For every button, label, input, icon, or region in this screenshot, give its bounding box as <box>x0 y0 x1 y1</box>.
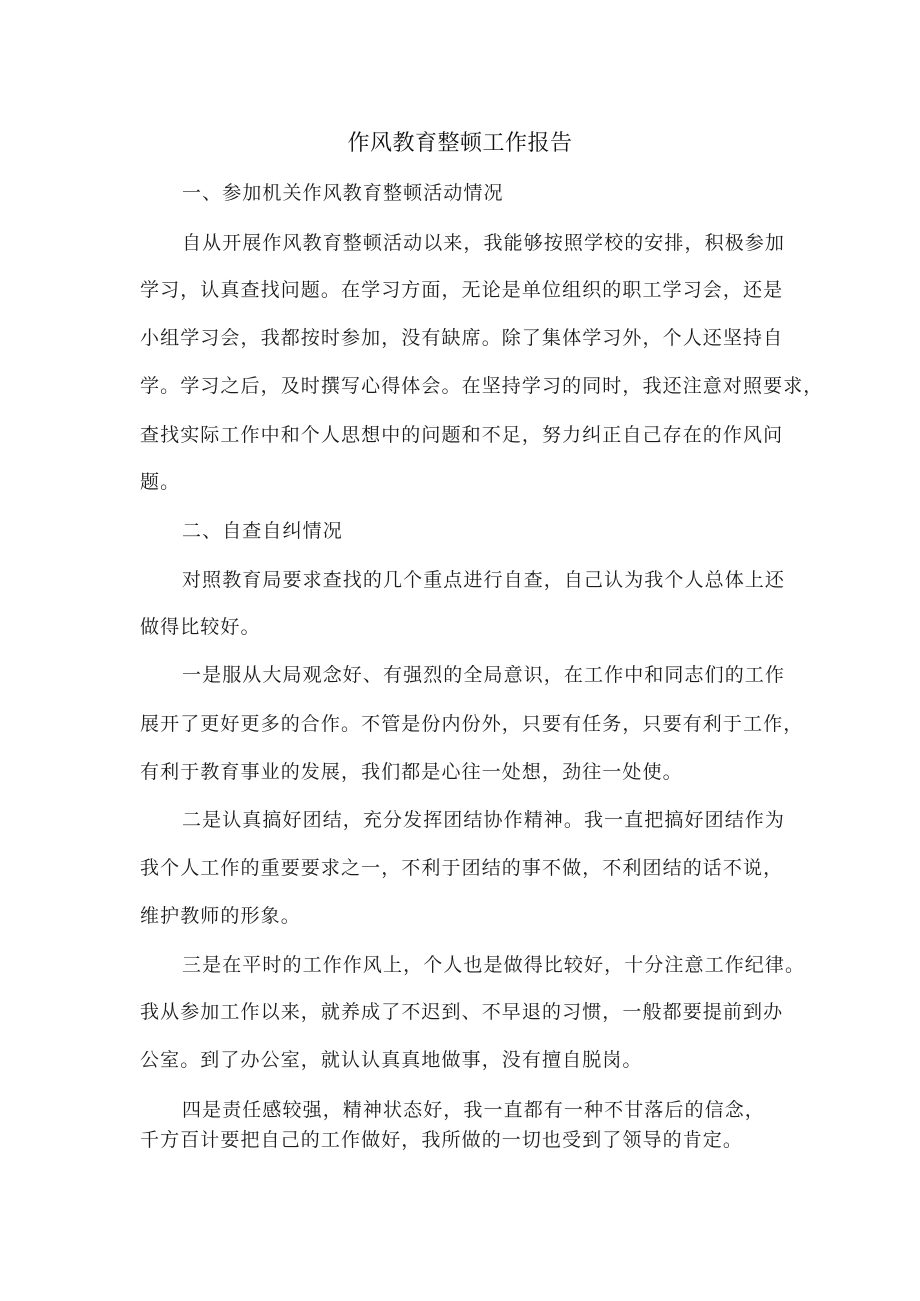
paragraph-line: 我个人工作的重要要求之一，不利于团结的事不做，不利团结的话不说， <box>140 857 784 879</box>
paragraph-line: 展开了更好更多的合作。不管是份内份外，只要有任务，只要有利于工作， <box>140 713 804 735</box>
paragraph-line: 学习，认真查找问题。在学习方面，无论是单位组织的职工学习会，还是 <box>140 279 784 301</box>
paragraph-line: 一是服从大局观念好、有强烈的全局意识，在工作中和同志们的工作 <box>182 664 786 686</box>
paragraph-line: 题。 <box>140 471 181 493</box>
section-heading-2: 二、自查自纠情况 <box>182 520 343 542</box>
paragraph-line: 学。学习之后，及时撰写心得体会。在坚持学习的同时，我还注意对照要求， <box>140 375 824 397</box>
paragraph-line: 四是责任感较强，精神状态好，我一直都有一种不甘落后的信念， <box>182 1099 765 1121</box>
paragraph-line: 对照教育局要求查找的几个重点进行自查，自己认为我个人总体上还 <box>182 569 786 591</box>
paragraph-line: 查找实际工作中和个人思想中的问题和不足，努力纠正自己存在的作风问 <box>140 424 784 446</box>
paragraph-line: 我从参加工作以来，就养成了不迟到、不早退的习惯，一般都要提前到办 <box>140 1001 784 1023</box>
paragraph-line: 公室。到了办公室，就认认真真地做事，没有擅自脱岗。 <box>140 1049 643 1071</box>
paragraph-line: 小组学习会，我都按时参加，没有缺席。除了集体学习外，个人还坚持自 <box>140 327 784 349</box>
paragraph-line: 有利于教育事业的发展，我们都是心往一处想，劲往一处使。 <box>140 761 683 783</box>
paragraph-line: 做得比较好。 <box>140 616 261 638</box>
paragraph-line: 二是认真搞好团结，充分发挥团结协作精神。我一直把搞好团结作为 <box>182 809 786 831</box>
section-heading-1: 一、参加机关作风教育整顿活动情况 <box>182 182 504 204</box>
paragraph-line: 维护教师的形象。 <box>140 905 301 927</box>
paragraph-line: 三是在平时的工作作风上，个人也是做得比较好，十分注意工作纪律。 <box>182 954 806 976</box>
document-title: 作风教育整顿工作报告 <box>347 131 573 156</box>
paragraph-line: 千方百计要把自己的工作做好，我所做的一切也受到了领导的肯定。 <box>140 1129 744 1151</box>
paragraph-line: 自从开展作风教育整顿活动以来，我能够按照学校的安排，积极参加 <box>182 232 786 254</box>
